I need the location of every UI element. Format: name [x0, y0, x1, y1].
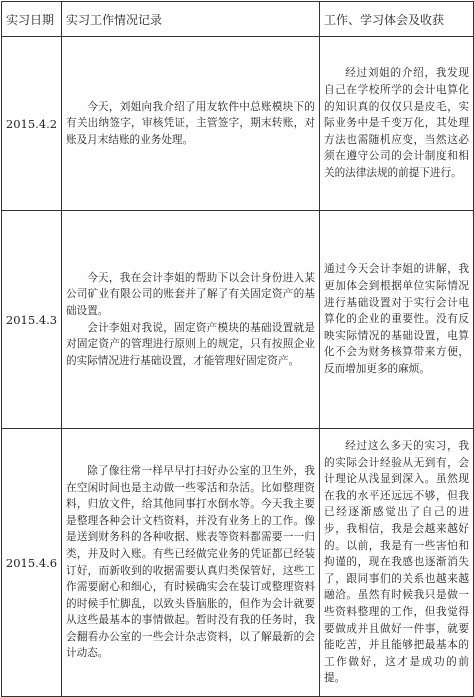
row-date: 2015.4.2: [2, 37, 62, 211]
table-row: [2, 211, 474, 429]
row-date: 2015.4.6: [2, 429, 62, 697]
experience-paragraph: 经过刘姐的介绍，我发现自己在学校所学的会计电算化的知识真的仅仅只是皮毛，实际业务中是千变万化，其处理方法也需随机应变，当然这必须在遵守公司的会计制度和相关的法律法规的前提下进行。: [324, 67, 469, 179]
row-record: [62, 37, 320, 211]
header-date: 实习日期: [2, 2, 62, 37]
row-experience: [320, 429, 474, 697]
header-experience: 工作、学习体会及收获: [320, 2, 474, 37]
internship-record-table: [1, 1, 474, 697]
table-row: [2, 429, 474, 697]
record-paragraph: 今天，我在会计李姐的帮助下以会计身份进入某公司矿业有限公司的账套并了解了有关固定资产的基础设置。: [66, 271, 315, 317]
row-experience: [320, 37, 474, 211]
record-paragraph: 今天，刘姐向我介绍了用友软件中总账模块下的有关出纳签字，审核凭证，主管签字，期末转账，对账及月末结账的业务处理。: [66, 100, 315, 146]
table-row: [2, 37, 474, 211]
header-record: 实习工作情况记录: [62, 2, 320, 37]
row-experience: [320, 211, 474, 429]
row-date: 2015.4.3: [2, 211, 62, 429]
row-record: [62, 211, 320, 429]
record-paragraph: 除了像往常一样早早打扫好办公室的卫生外，我在空闲时间也是主动做一些零活和杂活。比如整理资料，归放文件，给其他同事打水倒水等。今天我主要是整理各种会计文档资料，并没有业务上的工作。像是送到财务科的各种收据、账表等资料都需要一一归类，并及时入账。有些已经做完业务的凭证都已经装订好，而新收到的收据需要认真归类保管好，这些工作需要耐心和细心，有时候确实会在装订或整理资料的时候手忙脚乱，以致头昏脑胀的，但作为会计就要从这些最基本的事情做起。暂时没有我的任务时，我会翻看办公室的一些会计杂志资料，以了解最新的会计动态。: [66, 464, 315, 660]
record-paragraph: 会计李姐对我说，固定资产模块的基础设置就是对固定资产的管理进行原则上的规定，只有按照企业的实际情况进行基础设置，才能管理好固定资产。: [66, 321, 315, 367]
experience-paragraph: 经过这么多天的实习，我的实际会计经验从无到有，会计理论从浅显到深入。虽然现在我的水平还远远不够，但我已经逐渐感觉出了自己的进步，我相信，我是会越来越好的。以前，我是有一些害怕和拘谨的，现在我感也逐渐消失了，跟同事们的关系也越来越融洽。虽然有时候我只是做一些资料整理的工作，但我觉得要做成并且做好一件事，就要能吃苦，并且能够把最基本的工作做好，这才是成功的前提。: [324, 440, 469, 685]
row-record: [62, 429, 320, 697]
header-row: [2, 2, 474, 37]
experience-paragraph: 通过今天会计李姐的讲解，我更加体会到根据单位实际情况进行基础设置对于实行会计电算化的企业的重要性。没有反映实际情况的基础设置，电算化不会为财务核算带来方便，反而增加更多的麻烦。: [324, 263, 469, 375]
